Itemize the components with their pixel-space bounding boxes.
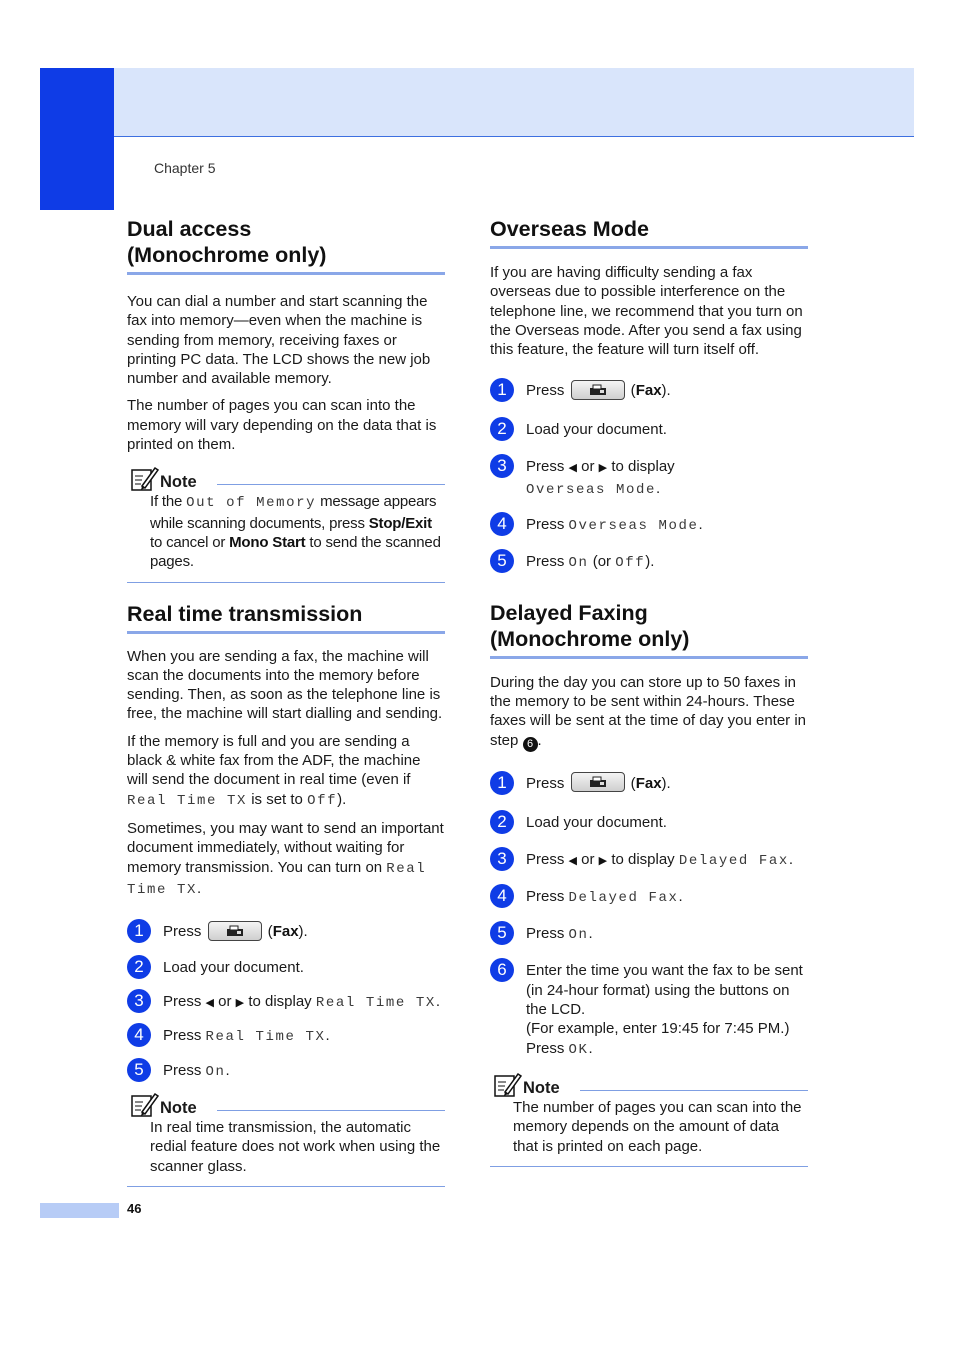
fax-icon bbox=[589, 776, 607, 788]
fax-icon bbox=[226, 925, 244, 937]
left-arrow-icon: ◀ bbox=[568, 462, 577, 475]
paragraph: If you are having difficulty sending a fax overseas due to possible interference on the telephone line, we recommend that you turn on the Overseas mode. After you send a fax using this feature, the feature will turn itself off. bbox=[490, 264, 803, 359]
page-number: 46 bbox=[127, 1201, 142, 1216]
step-number: 5 bbox=[127, 1058, 151, 1082]
step-item: 1 Press (Fax). bbox=[127, 922, 445, 943]
step-ref-badge: 6 bbox=[523, 737, 538, 752]
chapter-label: Chapter 5 bbox=[154, 160, 216, 176]
step-item: 3 Press ◀ or ▶ to display Overseas Mode. bbox=[490, 457, 808, 500]
note-text: The number of pages you can scan into the memory depends on the amount of data that is printed on each page. bbox=[513, 1098, 802, 1155]
step-item: 2 Load your document. bbox=[127, 958, 445, 979]
fax-button[interactable] bbox=[571, 772, 625, 792]
step-item: 2 Load your document. bbox=[490, 420, 808, 441]
step-item: 4 Press Real Time TX. bbox=[127, 1026, 445, 1047]
note-title: Note bbox=[523, 1078, 560, 1097]
step-item: 5 Press On (or Off). bbox=[490, 552, 808, 573]
note-box bbox=[490, 1068, 808, 1167]
note-text: If the Out of Memory message appears while scanning documents, press Stop/Exit to cancel or Mono Start to send the scanned pages. bbox=[150, 493, 441, 571]
right-arrow-icon: ▶ bbox=[235, 997, 245, 1010]
paragraph: You can dial a number and start scanning the fax into memory—even when the machine is sending from memory, receiving faxes or printing PC data. The LCD shows the new job number and available memory. bbox=[127, 293, 431, 388]
step-item: 6 Enter the time you want the fax to be sent (in 24-hour format) using the buttons on the LCD. (For example, enter 19:45 for 7:45 PM.) Press OK. bbox=[490, 961, 808, 1059]
note-box bbox=[127, 462, 445, 582]
step-number: 4 bbox=[490, 884, 514, 908]
step-number: 5 bbox=[490, 549, 514, 573]
step-number: 5 bbox=[490, 921, 514, 945]
fax-button[interactable] bbox=[208, 921, 262, 941]
step-list bbox=[490, 774, 808, 1060]
step-number: 2 bbox=[490, 810, 514, 834]
step-number: 4 bbox=[127, 1023, 151, 1047]
step-item: 3 Press ◀ or ▶ to display Delayed Fax. bbox=[490, 850, 808, 871]
paragraph: During the day you can store up to 50 faxes in the memory to be sent within 24-hours. These faxes will be sent at the time of day you enter in step 6 . bbox=[490, 673, 807, 750]
step-item: 1 Press (Fax). bbox=[490, 774, 808, 795]
step-number: 2 bbox=[490, 417, 514, 441]
fax-icon bbox=[589, 384, 607, 396]
note-box bbox=[127, 1088, 445, 1187]
step-number: 3 bbox=[490, 847, 514, 871]
step-number: 2 bbox=[127, 955, 151, 979]
note-pencil-icon bbox=[492, 1070, 522, 1098]
step-list bbox=[127, 922, 445, 1082]
step-item: 1 Press (Fax). bbox=[490, 381, 808, 402]
right-arrow-icon: ▶ bbox=[598, 462, 608, 475]
footer-bar bbox=[40, 1203, 119, 1218]
step-item: 4 Press Overseas Mode. bbox=[490, 515, 808, 536]
chapter-tab bbox=[40, 68, 114, 210]
right-column bbox=[490, 216, 808, 1167]
header-band bbox=[113, 68, 914, 137]
step-item: 5 Press On. bbox=[490, 924, 808, 945]
fax-button[interactable] bbox=[571, 380, 625, 400]
step-number: 3 bbox=[127, 989, 151, 1013]
note-pencil-icon bbox=[129, 464, 159, 492]
note-title: Note bbox=[160, 473, 197, 492]
paragraph: The number of pages you can scan into the memory will vary depending on the data that is printed on them. bbox=[127, 397, 437, 454]
note-text: In real time transmission, the automatic redial feature does not work when using the scanner glass. bbox=[150, 1119, 441, 1175]
paragraph: Sometimes, you may want to send an important document immediately, without waiting for memory transmission. You can turn on Real Time TX. bbox=[127, 819, 444, 898]
step-number: 1 bbox=[490, 378, 514, 402]
step-number: 1 bbox=[127, 919, 151, 943]
step-number: 3 bbox=[490, 454, 514, 478]
step-number: 6 bbox=[490, 958, 514, 982]
left-arrow-icon: ◀ bbox=[568, 854, 577, 867]
section-title-dual-access: Dual access (Monochrome only) bbox=[127, 216, 445, 275]
paragraph: If the memory is full and you are sending a black & white fax from the ADF, the machine will send the document in real time (even if Real Time TX is set to Off). bbox=[127, 732, 421, 809]
left-column bbox=[127, 216, 445, 1187]
note-title: Note bbox=[160, 1099, 197, 1118]
paragraph: When you are sending a fax, the machine will scan the documents into the memory before sending. Then, as soon as the telephone line is free, the machine will start dialling and sending. bbox=[127, 647, 443, 723]
step-item: 5 Press On. bbox=[127, 1061, 445, 1082]
section-title-delayed-faxing: Delayed Faxing (Monochrome only) bbox=[490, 600, 808, 659]
section-title-real-time: Real time transmission bbox=[127, 601, 445, 634]
step-number: 4 bbox=[490, 512, 514, 536]
step-list bbox=[490, 381, 808, 573]
note-pencil-icon bbox=[129, 1090, 159, 1118]
left-arrow-icon: ◀ bbox=[205, 997, 214, 1010]
section-title-overseas: Overseas Mode bbox=[490, 216, 808, 249]
step-item: 4 Press Delayed Fax. bbox=[490, 887, 808, 908]
right-arrow-icon: ▶ bbox=[598, 854, 608, 867]
step-item: 2 Load your document. bbox=[490, 813, 808, 834]
step-item: 3 Press ◀ or ▶ to display Real Time TX. bbox=[127, 992, 445, 1013]
step-number: 1 bbox=[490, 771, 514, 795]
